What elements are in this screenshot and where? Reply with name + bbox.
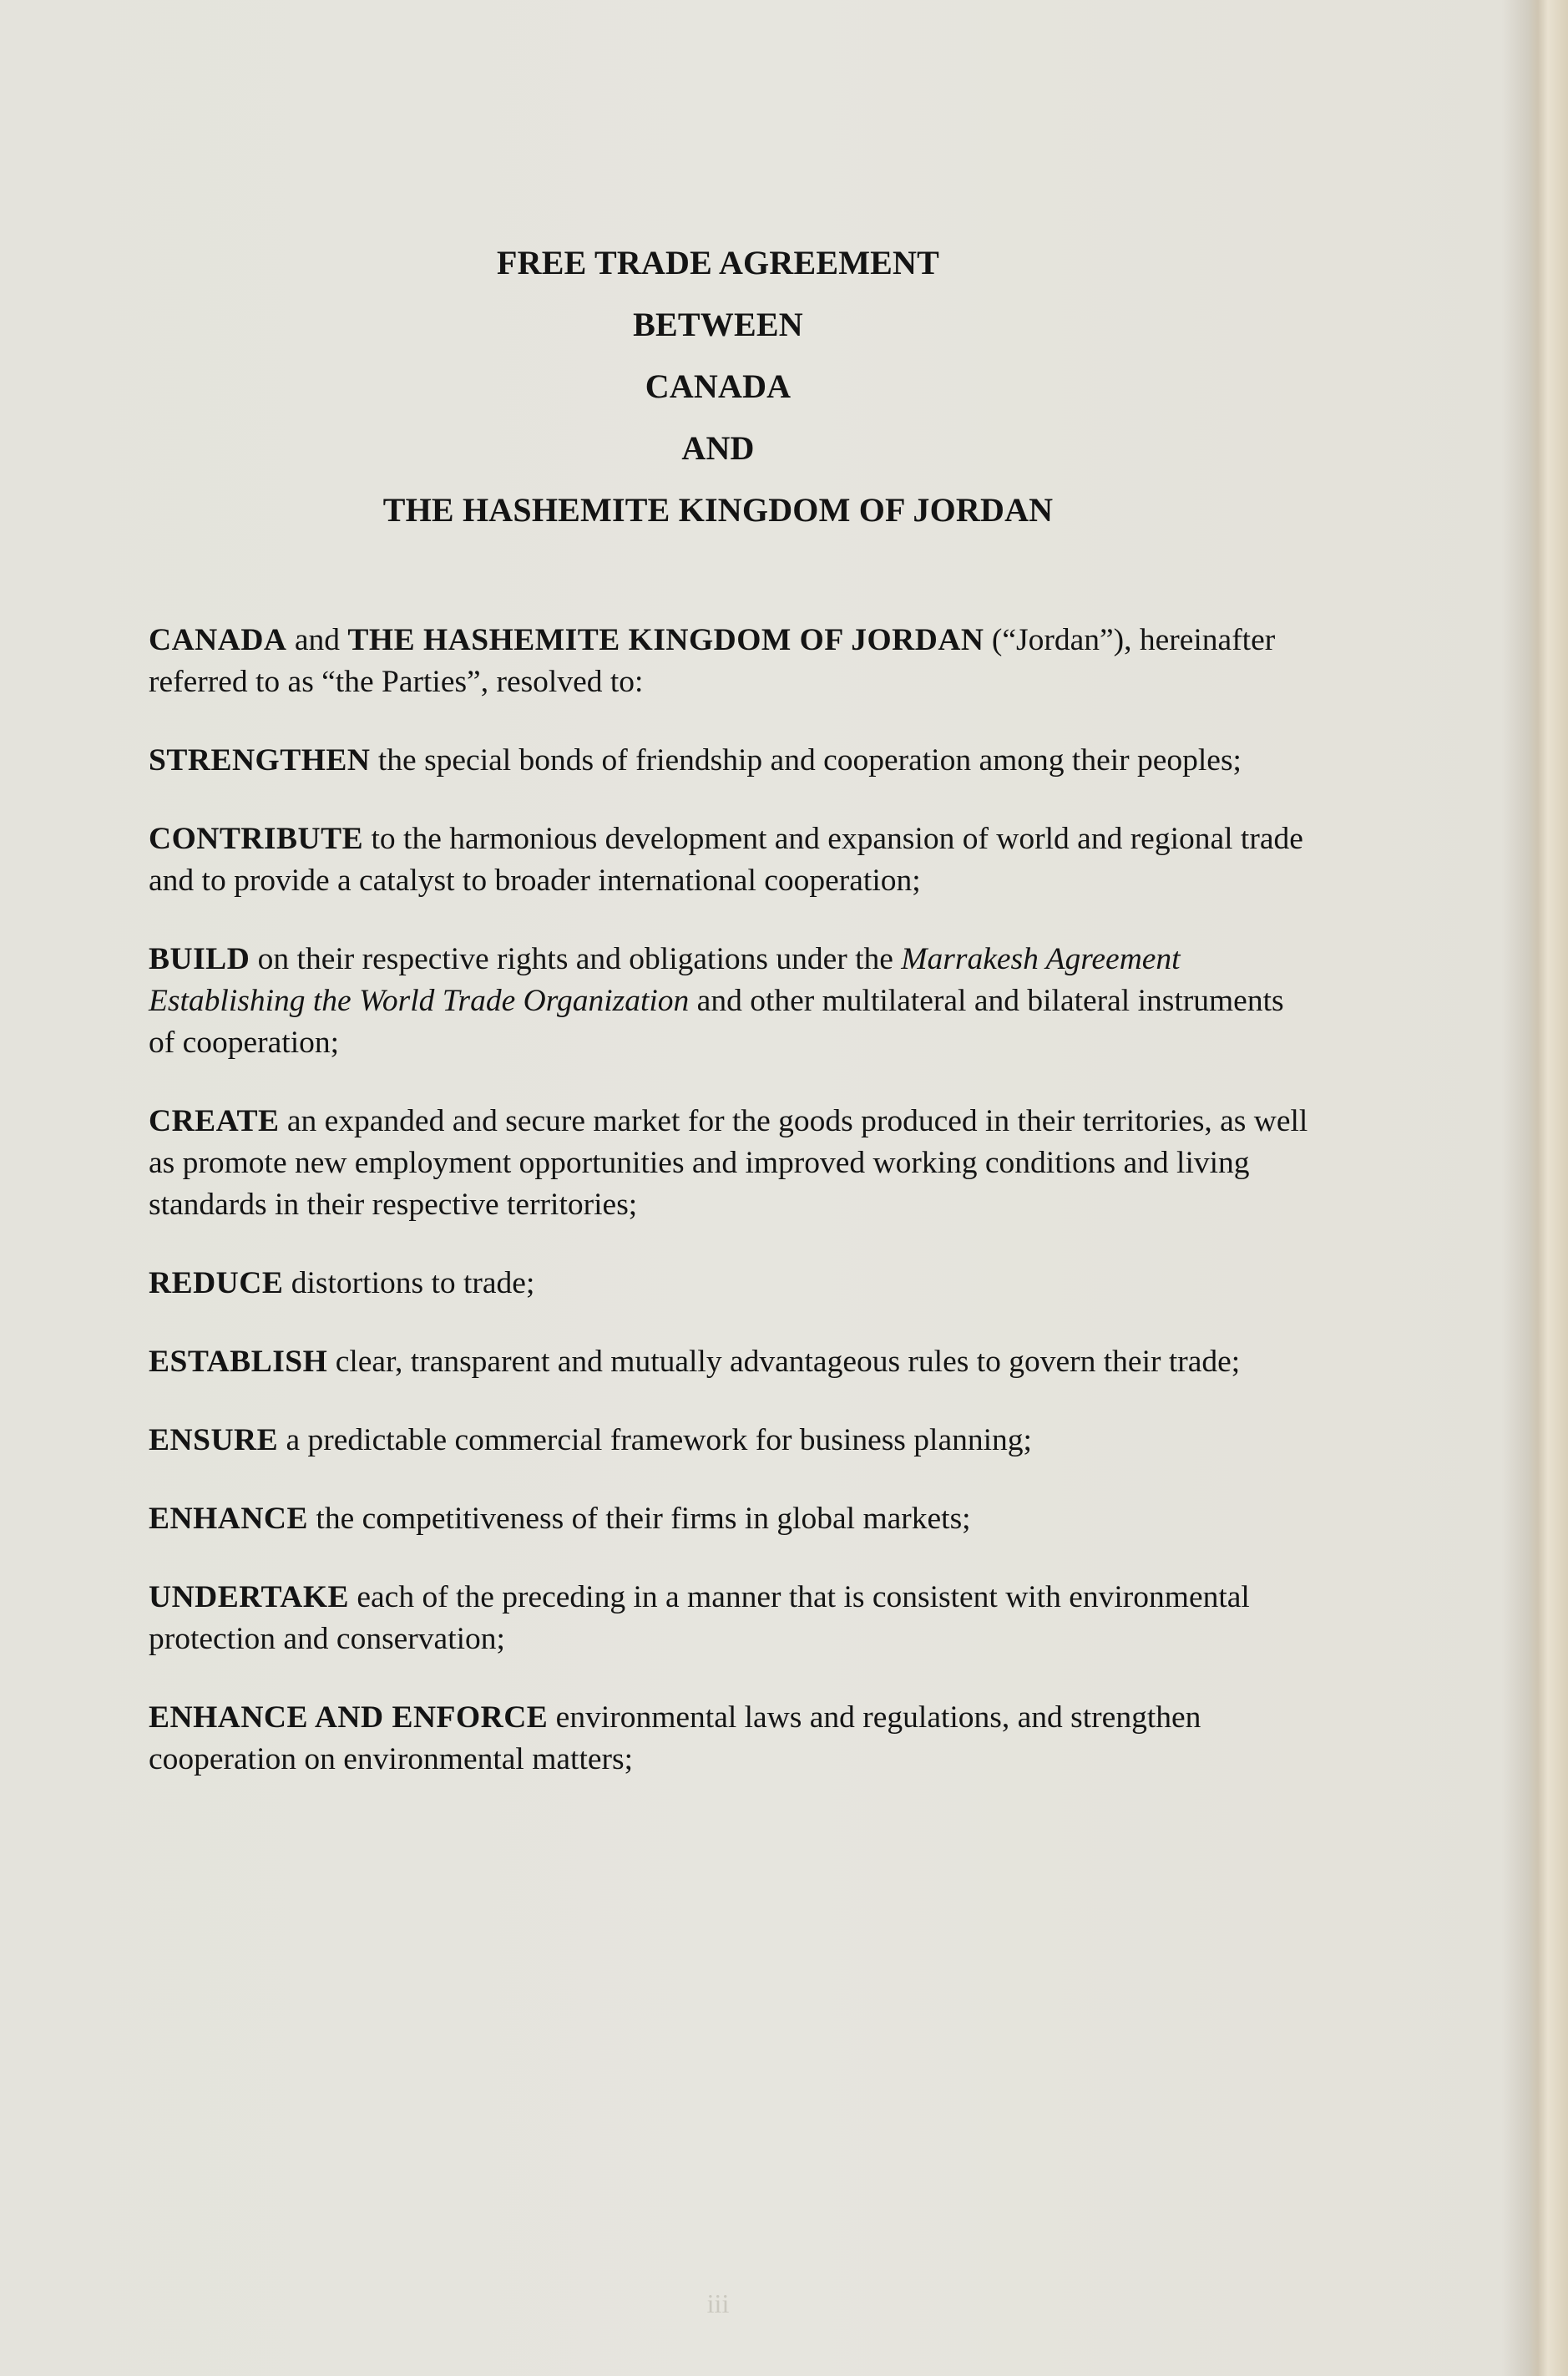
- resolution-text: a predictable commercial framework for business planning;: [278, 1423, 1032, 1457]
- page-edge-shadow: [1501, 0, 1568, 2376]
- resolution-paragraph: [149, 1341, 1318, 1383]
- resolution-paragraph: [149, 818, 1318, 902]
- resolution-keyword: ENHANCE: [149, 1502, 309, 1536]
- title-line: CANADA: [645, 367, 792, 405]
- resolution-text: clear, transparent and mutually advantageous rules to govern their trade;: [327, 1345, 1241, 1379]
- resolution-keyword: ENSURE: [149, 1423, 279, 1457]
- resolution-text: and other multilateral and bilateral instruments of cooperation;: [149, 984, 1284, 1060]
- title-line: FREE TRADE AGREEMENT: [496, 244, 939, 281]
- resolution-paragraph: [149, 740, 1318, 782]
- resolution-paragraph: [149, 1420, 1318, 1462]
- conjunction: and: [286, 623, 348, 657]
- resolution-keyword: STRENGTHEN: [149, 743, 371, 778]
- resolution-keyword: ENHANCE AND ENFORCE: [149, 1700, 549, 1735]
- preamble-intro: [149, 620, 1318, 703]
- resolution-keyword: UNDERTAKE: [149, 1580, 350, 1614]
- preamble-body: [149, 620, 1318, 1817]
- resolution-text: distortions to trade;: [283, 1266, 535, 1300]
- resolution-keyword: ESTABLISH: [149, 1345, 328, 1379]
- resolution-keyword: REDUCE: [149, 1266, 284, 1300]
- resolution-keyword: CREATE: [149, 1104, 280, 1138]
- page-number: iii: [706, 2288, 730, 2318]
- resolution-paragraph: [149, 939, 1318, 1064]
- resolution-paragraph: [149, 1498, 1318, 1540]
- resolution-text: on their respective rights and obligations under the: [250, 942, 902, 976]
- resolution-text: environmental laws and regulations, and strengthen cooperation on environmental matters;: [149, 1700, 1201, 1776]
- resolution-keyword: BUILD: [149, 942, 250, 976]
- title-line: THE HASHEMITE KINGDOM OF JORDAN: [382, 491, 1054, 529]
- resolution-paragraph: [149, 1697, 1318, 1781]
- resolution-text: the competitiveness of their firms in global markets;: [308, 1502, 971, 1536]
- agreement-title: [0, 232, 1436, 541]
- resolution-keyword: CONTRIBUTE: [149, 822, 364, 856]
- resolution-text: the special bonds of friendship and cooperation among their peoples;: [370, 743, 1242, 778]
- resolution-paragraph: [149, 1577, 1318, 1660]
- resolution-text: an expanded and secure market for the goods produced in their territories, as well as promote new employment opportunities and improved working conditions and living standards in their respective territories;: [149, 1104, 1308, 1222]
- resolution-text: each of the preceding in a manner that is consistent with environmental protection and conservation;: [149, 1580, 1250, 1656]
- resolution-text: to the harmonious development and expansion of world and regional trade and to provide a catalyst to broader international cooperation;: [149, 822, 1303, 898]
- party-name: THE HASHEMITE KINGDOM OF JORDAN: [347, 623, 984, 657]
- resolution-paragraph: [149, 1101, 1318, 1226]
- preamble-text: (“Jordan”), hereinafter referred to as “the Parties”, resolved to:: [149, 623, 1276, 699]
- wto-agreement-title: Marrakesh Agreement Establishing the World Trade Organization: [149, 942, 1181, 1018]
- title-line: BETWEEN: [633, 306, 803, 343]
- party-name: CANADA: [149, 623, 287, 657]
- title-line: AND: [681, 429, 755, 467]
- resolution-paragraph: [149, 1263, 1318, 1305]
